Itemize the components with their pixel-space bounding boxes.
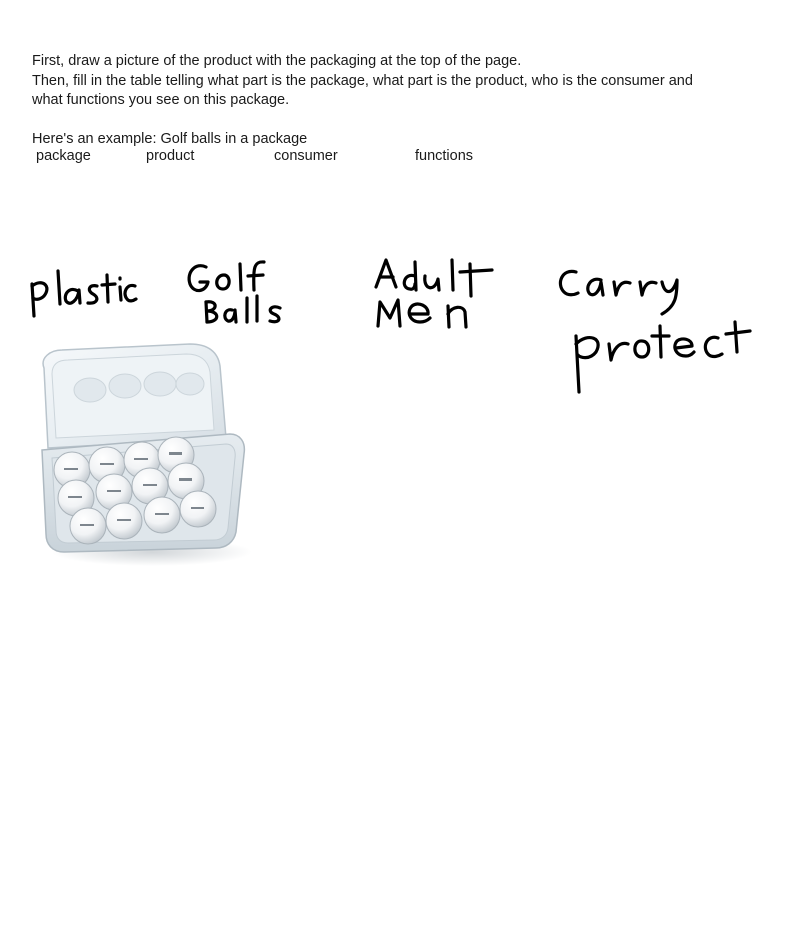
example-line: Here's an example: Golf balls in a package xyxy=(32,131,308,147)
header-functions: functions xyxy=(415,148,474,164)
header-package: package xyxy=(36,148,91,164)
header-product: product xyxy=(146,148,195,164)
instruction-line-3: what functions you see on this package. xyxy=(32,92,290,108)
handwritten-product-balls xyxy=(206,296,280,322)
header-consumer: consumer xyxy=(274,148,338,164)
instruction-line-1: First, draw a picture of the product with the packaging at the top of the page. xyxy=(32,53,522,69)
handwritten-package-plastic xyxy=(32,271,136,316)
handwritten-product-golf xyxy=(189,262,264,291)
golf-balls-package-photo xyxy=(30,338,255,570)
handwritten-consumer-adult xyxy=(376,260,492,296)
handwritten-consumer-men xyxy=(378,300,466,327)
handwritten-function-carry xyxy=(560,271,677,314)
instruction-line-2: Then, fill in the table telling what part is the package, what part is the product, who is the consumer and xyxy=(32,72,693,89)
handwritten-function-protect xyxy=(576,322,750,392)
